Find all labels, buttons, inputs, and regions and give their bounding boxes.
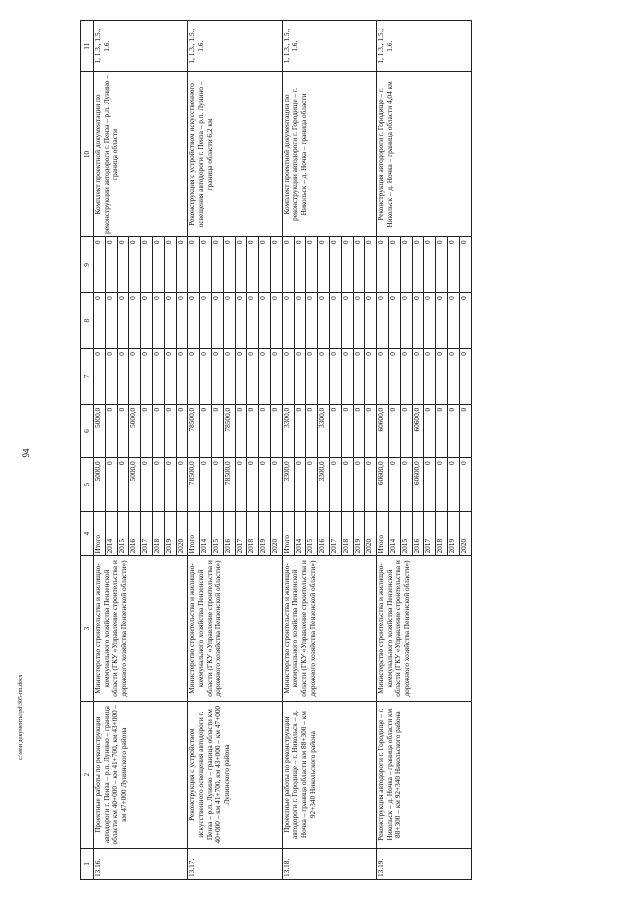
year-cell: 2015 [400,511,412,556]
value-col7: 0 [141,349,153,405]
value-col8: 0 [117,293,129,349]
value-col9: 0 [400,237,412,293]
value-col8: 0 [259,293,271,349]
value-col5: 3300,0 [318,458,330,512]
value-col7: 0 [176,349,188,405]
value-col7: 0 [164,349,176,405]
rotated-table-container [80,20,625,880]
value-col7: 0 [412,349,424,405]
value-col9: 0 [341,237,353,293]
year-cell: 2017 [141,511,153,556]
value-col5: 0 [400,458,412,512]
page-number: 94 [21,448,31,458]
value-col7: 0 [270,349,282,405]
year-cell: 2019 [259,511,271,556]
value-col8: 0 [200,293,212,349]
value-col5: 0 [164,458,176,512]
column-header-1: 1 [81,848,94,879]
value-col5: 5000,0 [129,458,141,512]
value-col6: 0 [105,404,117,458]
value-col8: 0 [353,293,365,349]
value-col6: 0 [306,404,318,458]
value-col7: 0 [436,349,448,405]
value-col8: 0 [247,293,259,349]
table-row [377,21,389,880]
value-col9: 0 [176,237,188,293]
value-col9: 0 [129,237,141,293]
value-col8: 0 [188,293,200,349]
value-col6: 0 [294,404,306,458]
value-col9: 0 [141,237,153,293]
value-col9: 0 [259,237,271,293]
value-col8: 0 [282,293,294,349]
column-header-4: 4 [81,511,94,556]
value-col6: 0 [365,404,377,458]
year-cell: 2020 [459,511,471,556]
value-col8: 0 [377,293,389,349]
year-cell: 2018 [341,511,353,556]
year-cell: 2018 [436,511,448,556]
value-col7: 0 [318,349,330,405]
indicator-link: 1, 1.3., 1.5., 1.6. [282,21,376,72]
value-col7: 0 [188,349,200,405]
value-col7: 0 [223,349,235,405]
value-col5: 78500,0 [188,458,200,512]
value-col6: 0 [200,404,212,458]
value-col5: 0 [365,458,377,512]
value-col7: 0 [152,349,164,405]
value-col7: 0 [117,349,129,405]
column-header-8: 8 [81,293,94,349]
value-col8: 0 [436,293,448,349]
table-row [94,21,106,880]
column-header-2: 2 [81,701,94,848]
value-col9: 0 [424,237,436,293]
value-col6: 0 [459,404,471,458]
table-row [282,21,294,880]
year-cell: Итого [94,511,106,556]
year-cell: 2017 [424,511,436,556]
value-col8: 0 [235,293,247,349]
value-col9: 0 [329,237,341,293]
value-col6: 0 [388,404,400,458]
value-col5: 0 [247,458,259,512]
value-col7: 0 [388,349,400,405]
value-col7: 0 [259,349,271,405]
value-col5: 0 [294,458,306,512]
value-col6: 0 [447,404,459,458]
row-id: 13.19. [377,848,471,879]
value-col8: 0 [105,293,117,349]
value-col7: 0 [105,349,117,405]
value-col8: 0 [223,293,235,349]
year-cell: Итого [377,511,389,556]
value-col5: 0 [424,458,436,512]
year-cell: 2019 [447,511,459,556]
column-header-3: 3 [81,556,94,701]
value-col5: 0 [459,458,471,512]
value-col7: 0 [447,349,459,405]
value-col7: 0 [94,349,106,405]
value-col6: 0 [400,404,412,458]
value-col6: 0 [329,404,341,458]
value-col7: 0 [424,349,436,405]
value-col6: 5000,0 [94,404,106,458]
year-cell: 2016 [129,511,141,556]
value-col8: 0 [329,293,341,349]
value-col9: 0 [459,237,471,293]
value-col5: 0 [235,458,247,512]
value-col7: 0 [353,349,365,405]
value-col6: 0 [164,404,176,458]
row-id: 13.17. [188,848,282,879]
value-col9: 0 [436,237,448,293]
value-col6: 5000,0 [129,404,141,458]
value-col9: 0 [282,237,294,293]
measure-name: Реконструкция с устройством искусственного освещения автодороги г. Пенза – р.п. Лунино – граница области км 40+000 – км 41+700, км 43+000 – км 47+000 Лунинского района [188,701,282,848]
value-col5: 0 [436,458,448,512]
value-col8: 0 [318,293,330,349]
year-cell: Итого [282,511,294,556]
value-col5: 0 [105,458,117,512]
value-col7: 0 [282,349,294,405]
value-col9: 0 [200,237,212,293]
year-cell: 2014 [388,511,400,556]
value-col8: 0 [459,293,471,349]
value-col8: 0 [152,293,164,349]
value-col8: 0 [270,293,282,349]
year-cell: 2018 [247,511,259,556]
value-col8: 0 [294,293,306,349]
value-col7: 0 [306,349,318,405]
value-col9: 0 [235,237,247,293]
year-cell: 2016 [318,511,330,556]
value-col8: 0 [400,293,412,349]
year-cell: 2015 [306,511,318,556]
value-col9: 0 [247,237,259,293]
column-header-6: 6 [81,404,94,458]
expected-result: Комплект проектной документации по реконструкции автодороги г. Пенза – р.п. Лунино – граница области [94,72,188,237]
value-col5: 78500,0 [223,458,235,512]
value-col7: 0 [400,349,412,405]
year-cell: 2014 [294,511,306,556]
value-col9: 0 [211,237,223,293]
value-col8: 0 [365,293,377,349]
value-col6: 0 [259,404,271,458]
value-col6: 60600,0 [377,404,389,458]
value-col7: 0 [247,349,259,405]
year-cell: 2015 [117,511,129,556]
value-col7: 0 [235,349,247,405]
value-col5: 0 [306,458,318,512]
row-id: 13.16. [94,848,188,879]
value-col9: 0 [152,237,164,293]
value-col9: 0 [306,237,318,293]
value-col6: 0 [270,404,282,458]
value-col5: 0 [447,458,459,512]
value-col8: 0 [141,293,153,349]
value-col9: 0 [294,237,306,293]
value-col6: 0 [141,404,153,458]
year-cell: Итого [188,511,200,556]
year-cell: 2015 [211,511,223,556]
column-header-7: 7 [81,349,94,405]
year-cell: 2020 [365,511,377,556]
value-col7: 0 [211,349,223,405]
measure-name: Реконструкция автодороги г. Городище – г. Никольск – д. Ночка – граница области км 88+300 – км 92+340 Никольского района [377,701,471,848]
program-table [80,20,472,880]
executor: Министерство строительства и жилищно-коммунального хозяйства Пензенской области (ГКУ «Управление строительства и дорожного хозяйства Пензенской области») [282,556,376,701]
value-col6: 0 [436,404,448,458]
executor: Министерство строительства и жилищно-коммунального хозяйства Пензенской области (ГКУ «Управление строительства и дорожного хозяйства Пензенской области») [94,556,188,701]
expected-result: Реконструкция с устройством искусственного освещения автодороги г. Пенза – р.п. Лунино – граница области 6,2 км [188,72,282,237]
value-col5: 60600,0 [412,458,424,512]
executor: Министерство строительства и жилищно-коммунального хозяйства Пензенской области (ГКУ «Управление строительства и дорожного хозяйства Пензенской области») [188,556,282,701]
value-col7: 0 [365,349,377,405]
year-cell: 2019 [353,511,365,556]
value-col6: 0 [341,404,353,458]
column-header-9: 9 [81,237,94,293]
value-col9: 0 [117,237,129,293]
column-header-11: 11 [81,21,94,72]
value-col5: 0 [388,458,400,512]
expected-result: Реконструкция автодороги г. Городище – г. Никольск – д. Ночка – граница области 4,04 км [377,72,471,237]
value-col9: 0 [164,237,176,293]
year-cell: 2016 [223,511,235,556]
value-col6: 3300,0 [318,404,330,458]
year-cell: 2014 [105,511,117,556]
year-cell: 2016 [412,511,424,556]
value-col7: 0 [329,349,341,405]
value-col8: 0 [424,293,436,349]
value-col5: 0 [259,458,271,512]
year-cell: 2014 [200,511,212,556]
value-col6: 3300,0 [282,404,294,458]
value-col5: 0 [270,458,282,512]
value-col5: 0 [152,458,164,512]
value-col9: 0 [447,237,459,293]
footer-path: с:\мои документы\pd\305-пп.docx [18,674,24,760]
year-cell: 2019 [164,511,176,556]
measure-name: Проектные работы по реконструкции автодороги г. Пенза – р.п. Лунино – граница области км 40+000 – км 41+700, км 43+000 – км 47+000 Лунинского района [94,701,188,848]
value-col6: 0 [353,404,365,458]
indicator-link: 1, 1.3., 1.5., 1.6. [94,21,188,72]
value-col5: 0 [176,458,188,512]
header-row [81,21,94,880]
value-col6: 0 [424,404,436,458]
indicator-link: 1, 1.3., 1.5., 1.6. [188,21,282,72]
value-col9: 0 [94,237,106,293]
indicator-link: 1, 1.3., 1.5., 1.6. [377,21,471,72]
value-col8: 0 [447,293,459,349]
year-cell: 2017 [329,511,341,556]
expected-result: Комплект проектной документации по реконструкции автодороги г. Городище – г. Никольск – д. Ночка – граница области [282,72,376,237]
value-col6: 0 [176,404,188,458]
value-col8: 0 [176,293,188,349]
value-col6: 0 [152,404,164,458]
executor: Министерство строительства и жилищно-коммунального хозяйства Пензенской области (ГКУ «Управление строительства и дорожного хозяйства Пензенской области») [377,556,471,701]
value-col6: 0 [235,404,247,458]
value-col8: 0 [129,293,141,349]
value-col6: 78500,0 [223,404,235,458]
year-cell: 2018 [152,511,164,556]
value-col5: 60600,0 [377,458,389,512]
value-col5: 0 [141,458,153,512]
value-col5: 3300,0 [282,458,294,512]
value-col8: 0 [388,293,400,349]
measure-name: Проектные работы по реконструкции автодороги г. Городище – г. Никольск – д. Ночка – граница области км 88+300 – км 92+340 Никольского района [282,701,376,848]
row-id: 13.18. [282,848,376,879]
value-col5: 0 [200,458,212,512]
value-col9: 0 [270,237,282,293]
value-col8: 0 [306,293,318,349]
value-col9: 0 [412,237,424,293]
value-col8: 0 [94,293,106,349]
value-col9: 0 [105,237,117,293]
value-col8: 0 [341,293,353,349]
value-col7: 0 [459,349,471,405]
value-col9: 0 [223,237,235,293]
table-row [188,21,200,880]
value-col9: 0 [388,237,400,293]
value-col5: 0 [211,458,223,512]
column-header-10: 10 [81,72,94,237]
year-cell: 2017 [235,511,247,556]
value-col9: 0 [377,237,389,293]
value-col6: 78500,0 [188,404,200,458]
value-col6: 0 [247,404,259,458]
value-col9: 0 [353,237,365,293]
value-col7: 0 [341,349,353,405]
value-col9: 0 [318,237,330,293]
value-col9: 0 [188,237,200,293]
value-col7: 0 [377,349,389,405]
year-cell: 2020 [176,511,188,556]
value-col8: 0 [412,293,424,349]
value-col5: 0 [341,458,353,512]
value-col5: 5000,0 [94,458,106,512]
value-col6: 0 [211,404,223,458]
value-col6: 0 [117,404,129,458]
value-col7: 0 [200,349,212,405]
value-col9: 0 [365,237,377,293]
value-col5: 0 [117,458,129,512]
value-col7: 0 [294,349,306,405]
value-col7: 0 [129,349,141,405]
year-cell: 2020 [270,511,282,556]
value-col5: 0 [353,458,365,512]
column-header-5: 5 [81,458,94,512]
value-col6: 60600,0 [412,404,424,458]
value-col8: 0 [164,293,176,349]
value-col8: 0 [211,293,223,349]
value-col5: 0 [329,458,341,512]
